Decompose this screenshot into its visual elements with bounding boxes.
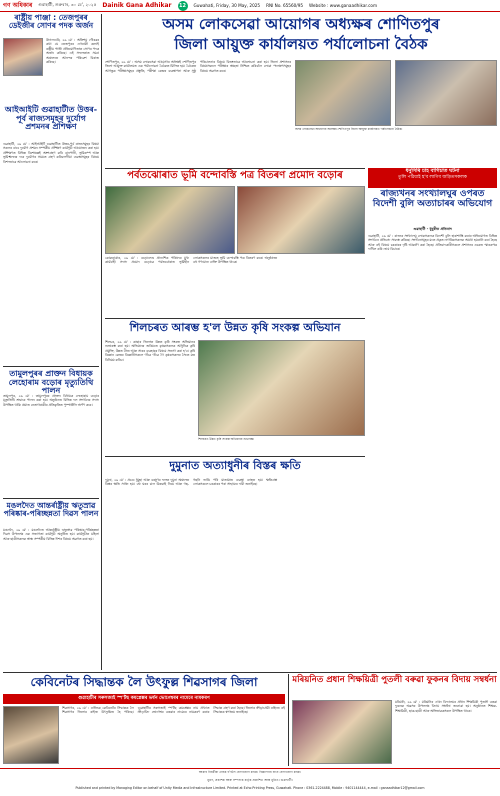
left-story4-headline: মঙলদৈত আন্তৰ্ৰাষ্ট্ৰীয় ঋতুস্ৰাৱ পৰিষ্কাৰ-পৰিচ্ছন্নতা দিৱস পালন [3,501,99,519]
footer-line2: মুদ্ৰণ, প্ৰকাশক আৰু সম্পাদক কৰ্তৃক প্ৰকাশিত আৰু মুদ্ৰিত। গুৱাহাটী। [207,778,293,782]
agri-headline: শিলচৰত আৰম্ভ হ'ল উন্নত কৃষি সংকল্প অভিযান [129,321,341,334]
agri-body: শিলচৰ, ২৯ মে' : কাছাৰ জিলাত উন্নত কৃষি সংকল্প অভিযানৰ শুভাৰম্ভ কৰা হয়। অভিযানৰ জৰিয়তে কৃষকসকলক আধুনিক কৃষি প্ৰযুক্তি, উন্নত বীজ আৰু সাৰৰ ব্যৱহাৰৰ বিষয়ে সজাগ কৰা হ'ব। কৃষি বিজ্ঞান কেন্দ্ৰৰ বিজ্ঞানীসকলে গাঁৱে গাঁৱে গৈ কৃষকসকলৰ সৈতে মত বিনিময় কৰিব। [105,340,195,362]
divider [3,498,99,499]
divider [3,672,497,673]
cabinet-body: শিৱসাগৰ, ২৯ মে' : ৰাজ্যিক কেবিনেটৰ সিদ্ধান্তক লৈ শিৱসাগৰ জিলাৰ ৰাইজ উৎফুল্লিত হৈ পৰিছে। গুৱাহাটীৰ সৰুসজাই স্প'ৰ্টছ কমপ্লেক্সৰ নাম প্ৰখ্যাত ক্ৰীড়াবিদ ভোগেশ্বৰ বৰুৱাৰ নামেৰে নামকৰণ কৰাৰ সিদ্ধান্ত গ্ৰহণ কৰা হৈছে। জিলাৰ ক্ৰীড়াপ্ৰেমী ৰাইজে এই সিদ্ধান্তক স্বাগতম জনাইছে। [62,706,285,715]
storm-headline: দুমুনাত অত্যাধুনীৰ বিস্তৰ ক্ষতি [169,459,301,472]
lead-headline-line2: জিলা আয়ুক্ত কাৰ্যালয়ত পৰ্যালোচনা বৈঠক [174,35,428,53]
left-story1-headline: ৰাষ্ট্ৰীয় পাঞ্জা : তেজপুৰৰ ডেইজীৰ সোণৰ পদক অৰ্জন [8,13,94,31]
left-story1-body: উদালগুৰি, ২৯ মে' : অতিশয় গৌৰৱৰ কথা যে তেজপুৰৰ এগৰাকী কন্যাই ৰাষ্ট্ৰীয় পাঞ্জা প্ৰতিযোগিতাত সোণৰ পদক অৰ্জন কৰিছে। এই সফলতাত সমগ্ৰ অঞ্চলতে আনন্দৰ পৰিৱেশ বিৰাজ কৰিছে। [46,38,99,65]
footer-line3: Published and printed by Managing Editor on behalf of Unity Media and Infrastructure Limited. Printed at Echo Printing Press, Guwahati. Phone : 0361-2224488, Mobile : 9401144444, e-mail : ganaadhikar12@gmail.com [75,786,425,790]
sidebar-banner-sub: তুলি পঠিয়াই হ'ব লাগিব জড়িতসকলক [398,174,467,180]
footer-rule [0,768,500,769]
lead-caption: অসম লোকসেৱা আয়োগৰ অধ্যক্ষৰ শোণিতপুৰ জিলা আয়ুক্ত কাৰ্যালয়ত পৰ্যালোচনা বৈঠক। [295,127,403,131]
cabinet-headline: কেবিনেটৰ সিদ্ধান্তক লৈ উৎফুল্ল শিৱসাগৰ জিলা [30,675,258,689]
land-headline: পৰ্বতঝোৰাত ভূমি বন্দোবস্তি পত্ৰ বিতৰণ প্ৰমোদ বড়োৰ [127,170,343,181]
sidebar-banner-title: ধনুসিৰি চাহ বাগিচাত ঘটনা [405,168,460,174]
sidebar-headline: ৰাজ্যখনৰ সংখ্যালঘুৰ ওপৰত বিদেশী বুলি অত্যাচাৰৰ অভিযোগ [372,189,493,209]
cabinet-banner: গুৱাহাটীৰ সৰুসজাই স্প'ৰ্টছ কমপ্লেক্সৰ ভৰ্ষন ভোগেশ্বৰৰ নামেৰে নামকৰণ [3,694,285,704]
sidebar-body: গুৱাহাটী, ২৯ মে' : ৰাজ্যৰ সংখ্যালঘু লোকসকলক বিদেশী বুলি হাৰাশাস্তি কৰাৰ অভিযোগত বিভিন্ন সংগঠনে প্ৰতিবাদ সাব্যস্ত কৰিছে। সংগঠনসমূহৰ মতে প্ৰকৃত নাগৰিকসকলক অযথা হয়ৰানি কৰা হৈছে আৰু এই বিষয়ে চৰকাৰৰ দৃষ্টি আকৰ্ষণ কৰা হৈছে। প্ৰতিবাদকাৰীসকলে প্ৰশাসনৰ ওচৰত স্মাৰকপত্ৰ দাখিল কৰি ন্যায় বিচাৰে। [368,234,497,252]
cabinet-photo [3,706,59,764]
retire-photo [292,700,392,764]
land-photo-1 [105,186,235,254]
masthead-date-en: Guwahati, Friday, 30 May, 2025 [193,3,261,8]
page-number: 12 [179,2,186,9]
divider [3,366,99,367]
masthead-name: Dainik Gana Adhikar [102,2,172,9]
lead-photo-1 [295,60,391,126]
land-photo-2 [237,186,365,254]
land-body: কোকৰাঝাৰ, ২৯ মে' : বড়োলেণ্ড প্ৰাদেশিক পৰিষদৰ মুখ্য কাৰ্যবাহী সদস্য প্ৰমোদ বড়োৱে পৰ্বতঝোৰাত ভূমিহীন লোকসকলৰ মাজত ভূমি বন্দোবস্তি পত্ৰ বিতৰণ কৰে। অনুষ্ঠানত বহু গণ্যমান্য ব্যক্তি উপস্থিত থাকে। [105,256,277,265]
left-story3-headline: তামুলপুৰৰ প্ৰাক্তন বিধায়ক লেহোৰাম বড়োৰ মৃত্যুতিথি পালন [8,369,94,396]
masthead-website[interactable]: Website : www.ganaadhikar.com [309,3,378,8]
sidebar-byline: গুৱাহাটী - ধুবুৰীত প্ৰতিবাদ [413,227,452,231]
left-column [3,14,99,670]
divider [105,456,365,457]
lead-photo-2 [395,60,497,126]
masthead-rni: RNI No. 65560/95 [266,3,304,8]
masthead-date-local: গুৱাহাটী, শুক্ৰবাৰ, ৩০ মে', ২০২৫ [38,2,97,7]
divider [105,318,365,319]
sidebar-banner [368,168,497,188]
column-rule [288,674,289,766]
lead-headline-line1: অসম লোকসেৱা আয়োগৰ অধ্যক্ষৰ শোণিতপুৰ [162,15,440,33]
left-story2-body: গুৱাহাটী, ২৯ মে' : আইআইটি গুৱাহাটীত উত্তৰ-পূৰ্ব ৰাজ্যসমূহৰ বিষয়া সকলৰ বাবে দুৰ্যোগ প্ৰশমন সম্পৰ্কীয় প্ৰশিক্ষণ কাৰ্যসূচী আয়োজন কৰা হয়। প্ৰশিক্ষণত বিভিন্ন বিশেষজ্ঞই অংশগ্ৰহণ কৰি বানপানী, ভূমিকম্প আৰু ভূমিস্খলনৰ দৰে দুৰ্যোগৰ সময়ত গ্ৰহণ কৰিবলগীয়া ব্যৱস্থাসমূহৰ বিষয়ে বিশদভাৱে আলোচনা কৰে। [3,142,99,164]
column-rule [101,14,102,670]
athlete-photo [3,38,43,76]
agri-photo [198,340,365,436]
footer-line1: আমাৰ নিয়মীয়া গ্ৰাহক হ'বলৈ যোগাযোগ কৰক। বিজ্ঞাপনৰ বাবে যোগাযোগ কৰক। [198,770,302,774]
agri-caption: শিলচৰত উন্নত কৃষি সংকল্প অভিযানৰ শুভাৰম্ভ। [198,437,255,441]
divider [105,168,365,169]
masthead-logo: গণ অধিকাৰ [3,2,33,9]
left-story2-headline: আইআইটি গুৱাহাটীত উত্তৰ-পূৰ্ব ৰাজ্যসমূহৰ দুৰ্যোগ প্ৰশমনৰ প্ৰশিক্ষণ [4,105,98,132]
left-story3-body: তামুলপুৰ, ২৯ মে' : তামুলপুৰৰ প্ৰাক্তন বিধায়ক লেহোৰাম বড়োৰ মৃত্যুতিথি শ্ৰদ্ধাৰে পালন কৰা হয়। অনুষ্ঠানত বিভিন্ন দল সংগঠনৰ সদস্য উপস্থিত থাকি প্ৰয়াত নেতাগৰাকীৰ প্ৰতিকৃতিত পুষ্পাঞ্জলি অৰ্পণ কৰে। [3,394,99,407]
retire-headline: মৰিয়নিত প্ৰধান শিক্ষয়িত্ৰী পুতলী বৰুৱা ফুকনৰ বিদায় সম্বৰ্ধনা [292,675,497,685]
lead-body: শোণিতপুৰ, ২৯ মে' : অসম লোকসেৱা আয়োগৰ অধ্যক্ষই শোণিতপুৰ জিলা আয়ুক্ত কাৰ্যালয়ত এক পৰ্যালোচনা বৈঠকত মিলিত হয়। বৈঠকত আগন্তুক পৰীক্ষাসমূহৰ প্ৰস্তুতি, পৰীক্ষা কেন্দ্ৰৰ ব্যৱস্থাপনা আৰু সুষ্ঠু পৰিচালনাৰ বিষয়ে বিতংভাৱে আলোচনা কৰা হয়। জিলা প্ৰশাসনৰ বিষয়াসকলে পৰীক্ষাৰ স্বচ্ছতা নিশ্চিত কৰিবলৈ লোৱা পদক্ষেপসমূহৰ বিষয়ে অৱগত কৰে। [105,60,291,73]
storm-body: দুমুনা, ২৯ মে' : প্ৰচণ্ড ধুমুহা আৰু বৰষুণৰ ফলত দুমুনা অঞ্চলত বিস্তৰ ক্ষতি সাধন হয়। বহু ঘৰৰ চাল উৰুৱাই নিয়ে আৰু গছ-গছনি ভাঙি পৰি যাতায়াত ব্যৱস্থা ব্যাহত হয়। ক্ষতিগ্ৰস্ত লোকসকলে চৰকাৰৰ পৰা সাহায্যৰ দাবী জনাইছে। [105,478,277,487]
left-story4-body: মঙলদৈ, ২৯ মে' : মঙলদৈত আন্তৰ্ৰাষ্ট্ৰীয় ঋতুস্ৰাৱ পৰিষ্কাৰ-পৰিচ্ছন্নতা দিৱস উপলক্ষে এক সজাগতা কাৰ্যসূচী অনুষ্ঠিত হয়। কাৰ্যসূচীত মহিলা আৰু ছাত্ৰীসকলক স্বাস্থ্য সম্পৰ্কীয় বিভিন্ন দিশৰ বিষয়ে অৱগত কৰা হয়। [3,528,99,541]
retire-body: মৰিয়নি, ২৯ মে' : মৰিয়নিৰ এখন বিদ্যালয়ৰ প্ৰধান শিক্ষয়িত্ৰী পুতলী বৰুৱা ফুকনক অৱসৰ উপলক্ষে বিদায় সম্বৰ্ধনা জনোৱা হয়। অনুষ্ঠানত শিক্ষক-শিক্ষয়িত্ৰী, ছাত্ৰ-ছাত্ৰী আৰু অভিভাৱকসকল উপস্থিত থাকে। [395,700,497,713]
masthead [0,0,500,12]
